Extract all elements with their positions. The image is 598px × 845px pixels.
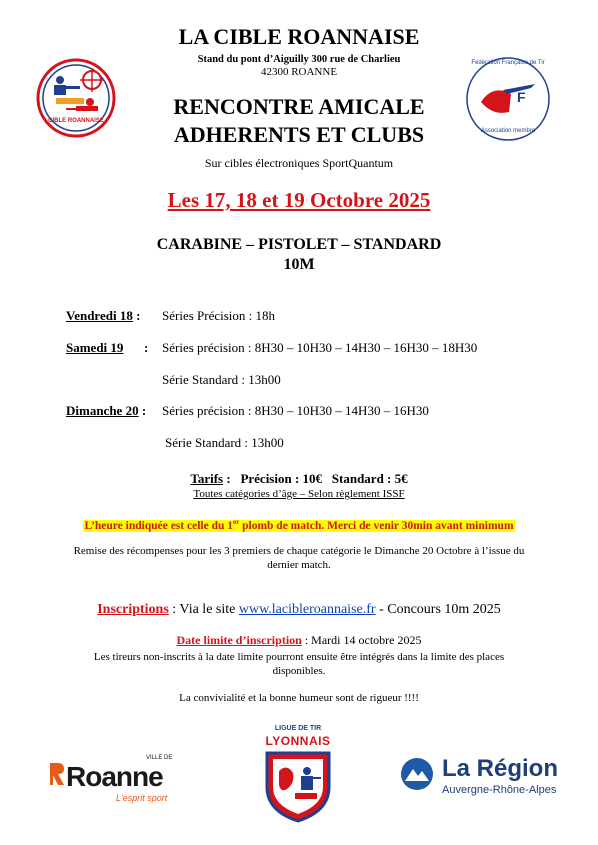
friday-sep: : [132,308,141,323]
warning-line [0,516,598,534]
event-title-line-1: RENCONTRE AMICALE [173,94,425,119]
tarifs-text: : Précision : 10€ Standard : 5€ [223,471,408,486]
tarifs-note: Toutes catégories d’âge – Selon règlement ISSF [193,488,405,500]
warning-highlight [83,520,514,532]
club-logo-text: CIBLE ROANNAISE [48,118,104,124]
roanne-r-icon [48,761,66,787]
event-title-line-2: ADHERENTS ET CLUBS [173,122,425,147]
closing-line: La convivialité et la bonne humeur sont de rigueur !!!! [179,692,419,704]
saturday-text: Séries précision : 8H30 – 10H30 – 14H30 – 16H30 – 18H30 [162,340,478,355]
warning-part-1: L’heure indiquée est celle du 1 [84,520,234,532]
schedule-saturday [66,340,123,356]
roanne-logo-main: Roanne [66,761,163,792]
region-mountain-icon [400,757,434,791]
roanne-logo-small: VILLE DE [146,755,173,761]
ligue-logo-top: LIGUE DE TIR [274,725,322,732]
late-line-1: Les tireurs non-inscrits à la date limite pourront ensuite être intégrés dans la limite des places [93,651,505,663]
late-line-2: disponibles. [272,665,326,677]
deadline-label: Date limite d’inscription [176,633,302,647]
inscriptions-link[interactable]: www.lacibleroannaise.fr [238,602,376,617]
ligue-logo-main: LYONNAIS [265,734,331,748]
inscriptions-text-before: : Via le site [168,602,239,617]
inscriptions-text-after: - Concours 10m 2025 [375,602,501,617]
sunday-label: Dimanche 20 [66,403,139,418]
friday-label: Vendredi 18 [66,308,133,323]
schedule-sunday [66,403,146,419]
sunday-standard: Série Standard : 13h00 [165,435,284,450]
ligue-shield-icon [263,749,333,823]
awards-line-1: Remise des récompenses pour les 3 premiers de chaque catégorie le Dimanche 20 Octobre à l’issue du [73,545,525,557]
sunday-sep: : [138,403,147,418]
event-subtitle: Sur cibles électroniques SportQuantum [204,156,394,170]
fft-logo-top-text: Fédération Française de Tir [471,60,545,66]
region-logo-sub: Auvergne-Rhône-Alpes [442,784,557,796]
address-line-1: Stand du pont d’Aiguilly 300 rue de Charlieu [197,54,401,65]
ligue-logo [256,725,340,825]
deadline-text: : Mardi 14 octobre 2025 [301,633,422,647]
disciplines: CARABINE – PISTOLET – STANDARD [156,236,442,253]
fft-logo-bottom-text: Association membre [480,128,536,134]
distance: 10M [283,256,315,273]
warning-part-2: plomb de match. Merci de venir 30min avant minimum [239,520,514,532]
region-logo [400,755,580,805]
inscriptions-line [0,602,598,618]
tarifs-label: Tarifs [190,471,224,486]
sunday-text: Séries précision : 8H30 – 10H30 – 14H30 – 16H30 [162,403,429,418]
roanne-logo-tagline: L'esprit sport [116,793,168,803]
region-logo-main: La Région [442,755,559,782]
awards-line-2: dernier match. [267,559,331,571]
address-line-2: 42300 ROANNE [260,66,338,78]
warning-sup: er [233,518,240,527]
club-name: LA CIBLE ROANNAISE [178,24,420,49]
saturday-standard: Série Standard : 13h00 [162,372,281,387]
schedule-friday [66,308,140,324]
event-dates: Les 17, 18 et 19 Octobre 2025 [167,188,431,212]
saturday-label: Samedi 19 [66,340,124,355]
svg-text:F: F [517,89,526,105]
friday-text: Séries Précision : 18h [162,308,276,323]
tarifs-line [0,471,598,487]
saturday-sep: : [144,340,149,355]
roanne-logo [48,755,188,805]
inscriptions-label: Inscriptions [97,602,169,617]
deadline-line [0,633,598,648]
